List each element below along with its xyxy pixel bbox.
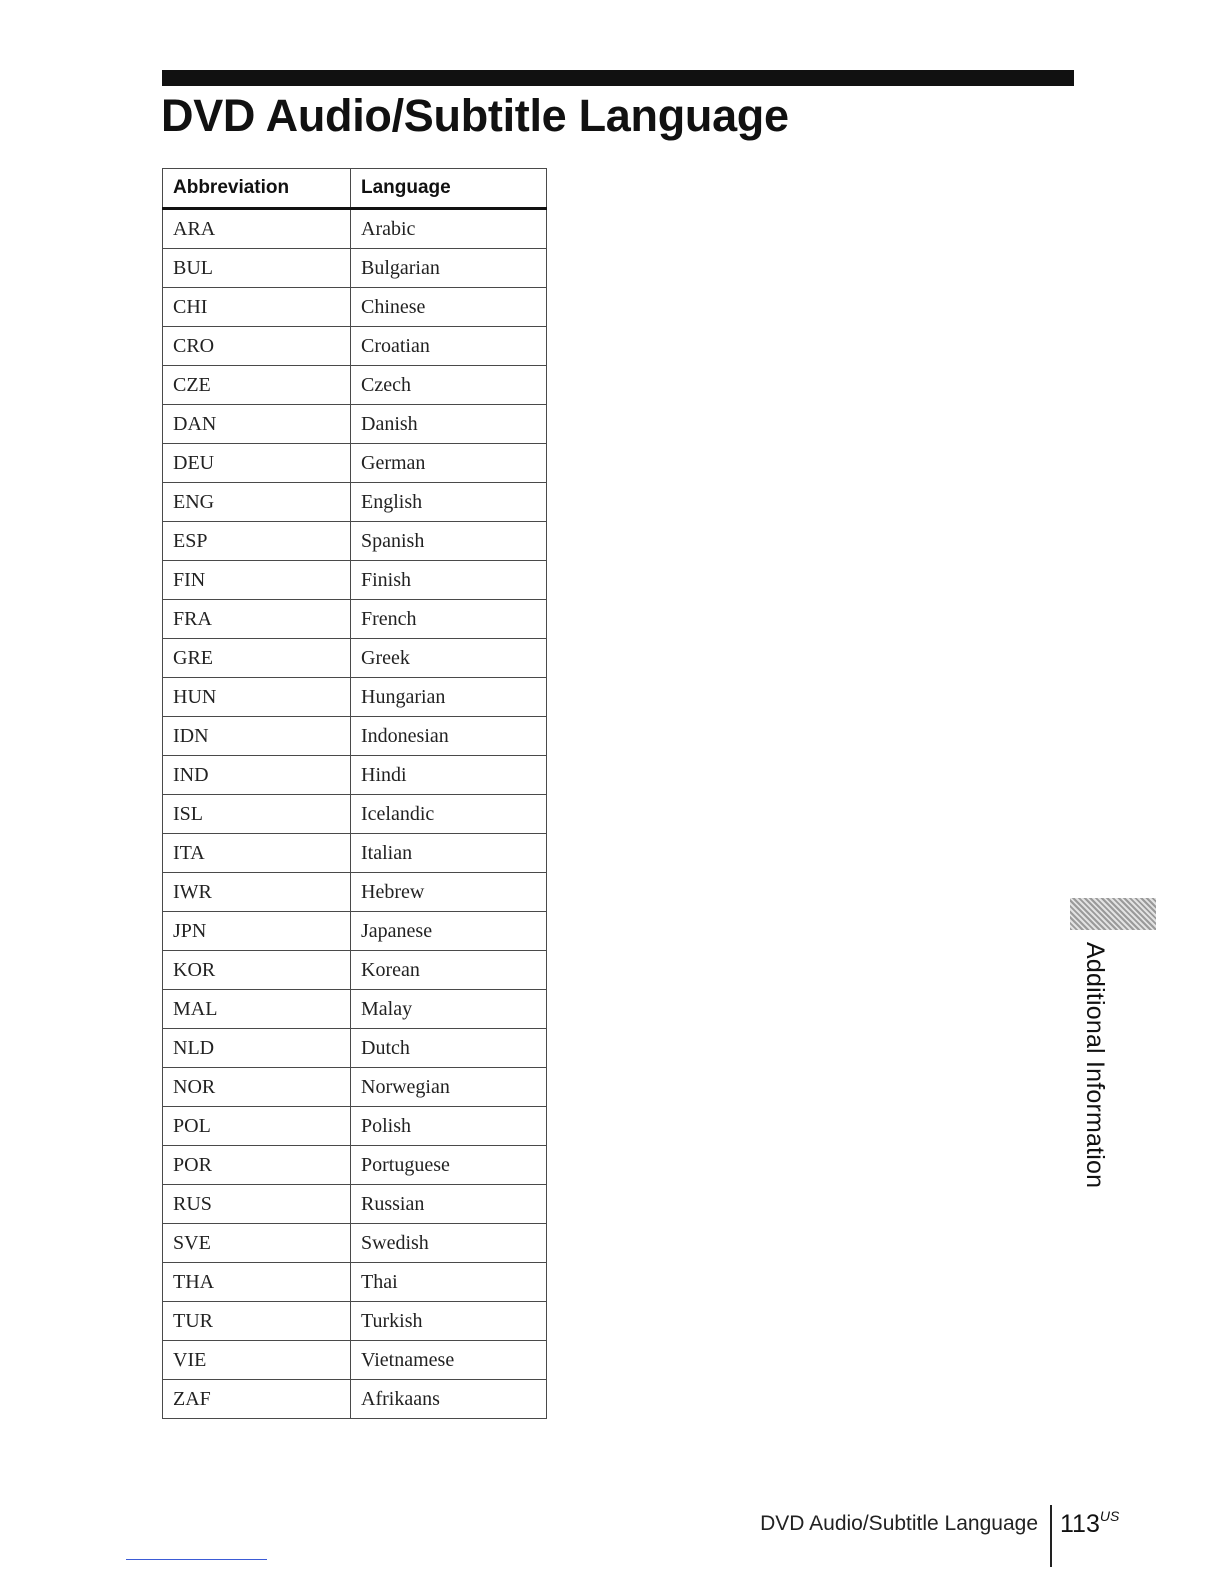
language-cell: Hindi <box>351 756 547 795</box>
language-cell: Finish <box>351 561 547 600</box>
language-cell: Portuguese <box>351 1146 547 1185</box>
abbreviation-cell: NLD <box>163 1029 351 1068</box>
language-cell: Afrikaans <box>351 1380 547 1419</box>
table-row <box>163 990 547 1029</box>
language-cell: English <box>351 483 547 522</box>
table-row <box>163 795 547 834</box>
header-language: Language <box>351 169 547 209</box>
language-cell: Japanese <box>351 912 547 951</box>
table-row <box>163 1380 547 1419</box>
section-tab-marker <box>1070 898 1156 930</box>
table-row <box>163 1029 547 1068</box>
language-cell: Korean <box>351 951 547 990</box>
table-row <box>163 1146 547 1185</box>
page-title: DVD Audio/Subtitle Language <box>161 90 789 141</box>
table-row <box>163 834 547 873</box>
table-row <box>163 561 547 600</box>
language-cell: Dutch <box>351 1029 547 1068</box>
abbreviation-cell: ISL <box>163 795 351 834</box>
language-cell: Vietnamese <box>351 1341 547 1380</box>
table-body <box>163 209 547 1419</box>
table-row <box>163 483 547 522</box>
language-cell: Thai <box>351 1263 547 1302</box>
abbreviation-cell: IWR <box>163 873 351 912</box>
table-row <box>163 600 547 639</box>
abbreviation-cell: KOR <box>163 951 351 990</box>
language-cell: Croatian <box>351 327 547 366</box>
language-cell: Greek <box>351 639 547 678</box>
page-number-value: 113 <box>1060 1510 1100 1538</box>
table-row <box>163 873 547 912</box>
table-row <box>163 912 547 951</box>
language-cell: French <box>351 600 547 639</box>
abbreviation-cell: IND <box>163 756 351 795</box>
bottom-rule <box>126 1559 267 1560</box>
abbreviation-cell: IDN <box>163 717 351 756</box>
abbreviation-cell: ITA <box>163 834 351 873</box>
header-abbreviation: Abbreviation <box>163 169 351 209</box>
abbreviation-cell: POL <box>163 1107 351 1146</box>
table-row <box>163 1185 547 1224</box>
abbreviation-cell: VIE <box>163 1341 351 1380</box>
language-cell: Turkish <box>351 1302 547 1341</box>
table-row <box>163 327 547 366</box>
language-table <box>162 168 547 1419</box>
abbreviation-cell: THA <box>163 1263 351 1302</box>
table-row <box>163 1341 547 1380</box>
language-cell: Norwegian <box>351 1068 547 1107</box>
abbreviation-cell: MAL <box>163 990 351 1029</box>
abbreviation-cell: ESP <box>163 522 351 561</box>
language-cell: Icelandic <box>351 795 547 834</box>
abbreviation-cell: FRA <box>163 600 351 639</box>
language-cell: Malay <box>351 990 547 1029</box>
table-row <box>163 209 547 249</box>
table-row <box>163 717 547 756</box>
table-row <box>163 639 547 678</box>
language-cell: Hebrew <box>351 873 547 912</box>
abbreviation-cell: CRO <box>163 327 351 366</box>
language-cell: Polish <box>351 1107 547 1146</box>
abbreviation-cell: FIN <box>163 561 351 600</box>
language-cell: Italian <box>351 834 547 873</box>
table-header-row <box>163 169 547 209</box>
footer-title: DVD Audio/Subtitle Language <box>760 1512 1038 1535</box>
table-row <box>163 1107 547 1146</box>
table-row <box>163 444 547 483</box>
language-cell: Spanish <box>351 522 547 561</box>
table-row <box>163 678 547 717</box>
abbreviation-cell: TUR <box>163 1302 351 1341</box>
footer-divider <box>1050 1505 1052 1567</box>
table-row <box>163 366 547 405</box>
abbreviation-cell: ARA <box>163 209 351 249</box>
table-row <box>163 1302 547 1341</box>
abbreviation-cell: JPN <box>163 912 351 951</box>
language-cell: Russian <box>351 1185 547 1224</box>
language-cell: Hungarian <box>351 678 547 717</box>
table-row <box>163 1224 547 1263</box>
table-row <box>163 522 547 561</box>
table-row <box>163 249 547 288</box>
table-row <box>163 756 547 795</box>
abbreviation-cell: GRE <box>163 639 351 678</box>
abbreviation-cell: CZE <box>163 366 351 405</box>
language-cell: Danish <box>351 405 547 444</box>
page-number-suffix: US <box>1099 1508 1120 1524</box>
abbreviation-cell: RUS <box>163 1185 351 1224</box>
language-cell: Arabic <box>351 209 547 249</box>
table-row <box>163 405 547 444</box>
table-row <box>163 288 547 327</box>
abbreviation-cell: CHI <box>163 288 351 327</box>
abbreviation-cell: BUL <box>163 249 351 288</box>
language-cell: Chinese <box>351 288 547 327</box>
language-cell: Indonesian <box>351 717 547 756</box>
language-cell: Swedish <box>351 1224 547 1263</box>
page-number <box>1060 1510 1119 1539</box>
abbreviation-cell: HUN <box>163 678 351 717</box>
table-row <box>163 1068 547 1107</box>
abbreviation-cell: DEU <box>163 444 351 483</box>
abbreviation-cell: NOR <box>163 1068 351 1107</box>
abbreviation-cell: DAN <box>163 405 351 444</box>
abbreviation-cell: POR <box>163 1146 351 1185</box>
table-row <box>163 951 547 990</box>
table-row <box>163 1263 547 1302</box>
abbreviation-cell: SVE <box>163 1224 351 1263</box>
title-rule <box>162 70 1074 86</box>
language-cell: German <box>351 444 547 483</box>
language-cell: Bulgarian <box>351 249 547 288</box>
abbreviation-cell: ENG <box>163 483 351 522</box>
section-tab-label: Additional Information <box>1081 942 1109 1189</box>
language-cell: Czech <box>351 366 547 405</box>
abbreviation-cell: ZAF <box>163 1380 351 1419</box>
